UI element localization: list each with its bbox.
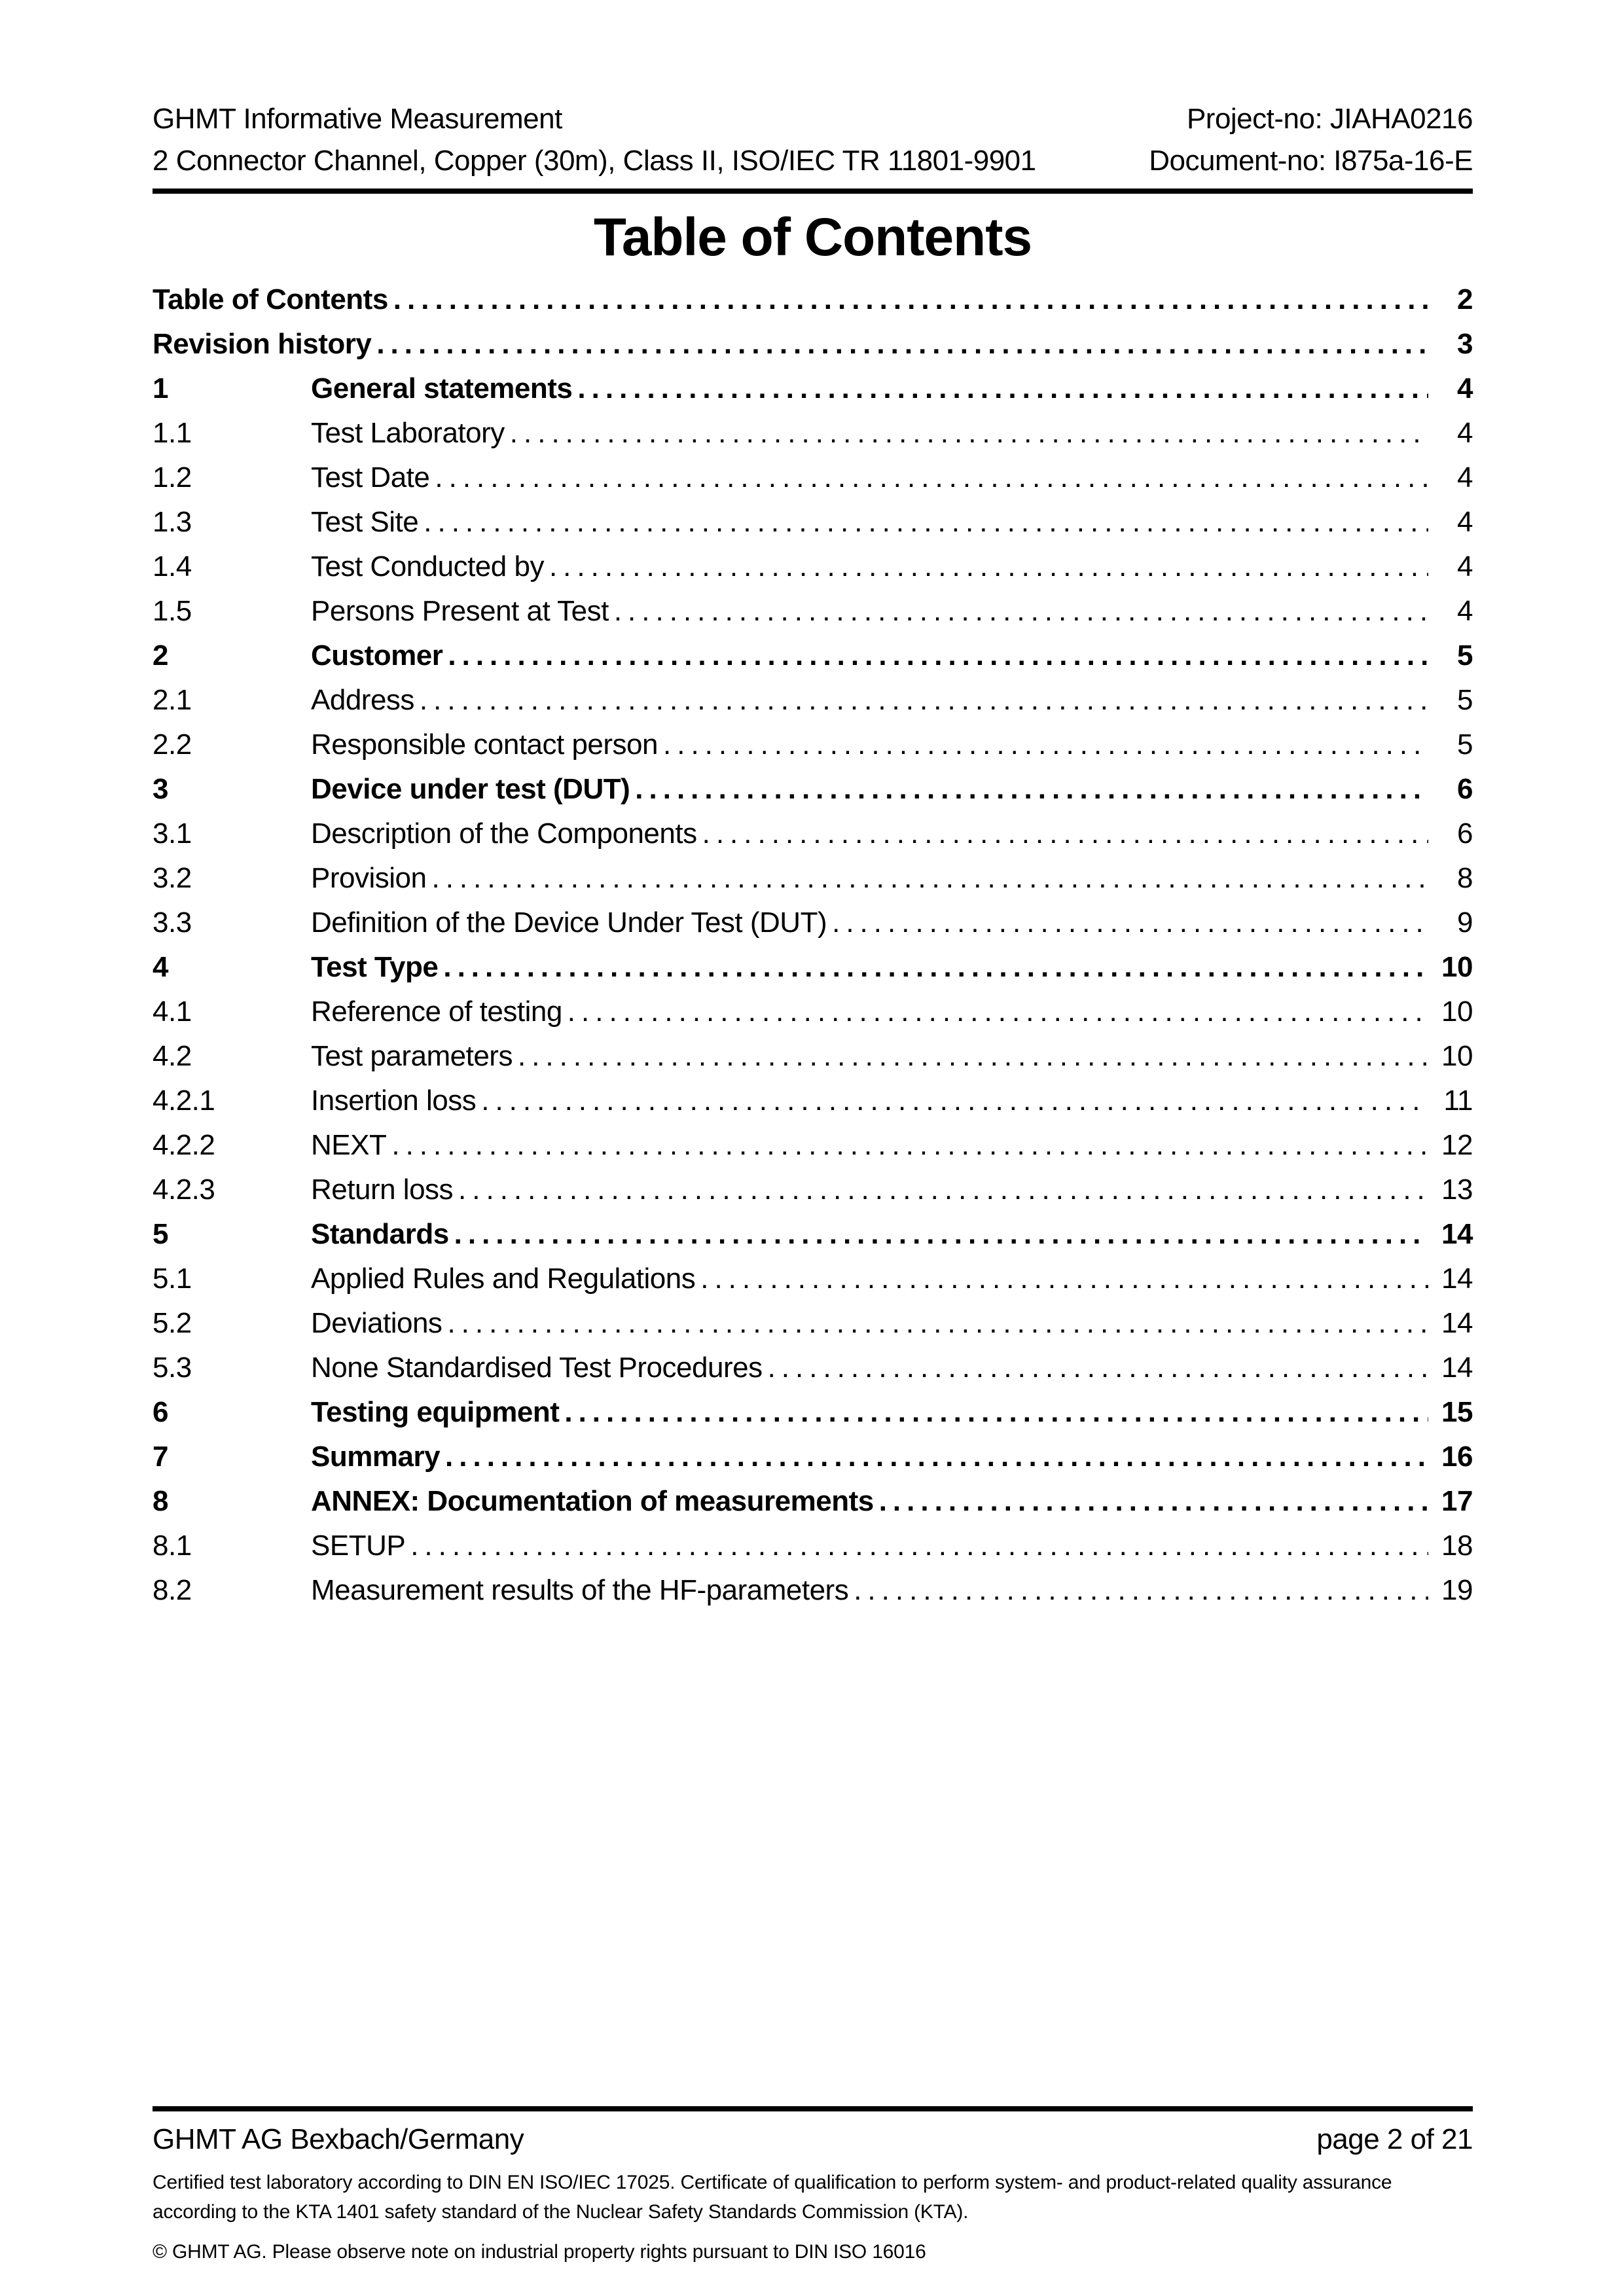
toc-entry-label: Table of Contents [153,283,388,315]
toc-entry [153,634,1473,678]
toc-leader-dots [832,901,1428,945]
toc-entry-page: 6 [1457,773,1473,805]
toc-entry-number: 4.2.1 [153,1085,215,1117]
toc-entry [153,856,1473,901]
toc-entry-label: Address [311,684,414,716]
toc-entry-number: 2.2 [153,728,192,761]
toc-entry [153,945,1473,990]
toc-entry-number: 1.3 [153,506,192,538]
toc-entry-label: Reference of testing [311,996,562,1028]
toc-entry [153,1346,1473,1390]
toc-leader-dots [454,1212,1428,1257]
toc-leader-dots [391,1123,1428,1168]
toc-entry-number: 5.3 [153,1352,192,1384]
toc-entry-label: Test Conducted by [311,550,544,583]
toc-leader-dots [518,1034,1428,1079]
toc-leader-dots [577,367,1428,411]
toc-entry [153,723,1473,767]
toc-entry-number: 4.1 [153,996,192,1028]
toc-entry [153,278,1473,322]
header-project-no: Project-no: JIAHA0216 [1186,103,1473,135]
toc-entry-label: Test Type [311,951,439,983]
toc-entry-number: 1.5 [153,595,192,627]
toc-entry-page: 4 [1457,506,1473,538]
toc-entry-label: Testing equipment [311,1396,560,1428]
toc-entry-label: Standards [311,1218,449,1250]
footer-company: GHMT AG Bexbach/Germany [153,2123,524,2155]
toc-leader-dots [510,411,1428,456]
toc-entry-number: 1.2 [153,461,192,493]
toc-entry-page: 3 [1457,328,1473,360]
toc-entry-label: Device under test (DUT) [311,773,630,805]
toc-leader-dots [448,634,1428,678]
toc-entry [153,545,1473,589]
toc-leader-dots [443,945,1428,990]
footer-copyright-note: © GHMT AG. Please observe note on industrial property rights pursuant to DIN ISO 16016 [153,2241,926,2263]
toc-leader-dots [458,1168,1428,1212]
toc-entry-number: 8.1 [153,1530,192,1562]
toc-entry-page: 11 [1443,1085,1473,1117]
toc-entry-number: 3.3 [153,906,192,939]
toc-leader-dots [424,500,1428,545]
toc-entry-label: Test Site [311,506,419,538]
toc-entry [153,1257,1473,1301]
toc-entry-number: 4.2.2 [153,1129,215,1161]
toc-entry-number: 1 [153,372,168,404]
toc-entry [153,1212,1473,1257]
toc-entry-number: 1.1 [153,417,192,449]
toc-entry-label: Summary [311,1441,441,1473]
toc-entry [153,812,1473,856]
toc-leader-dots [393,278,1428,322]
toc-entry-page: 5 [1457,684,1473,716]
footer-certification-note: Certified test laboratory according to DIN EN ISO/IEC 17025. Certificate of qualification to perform system- and product-related quality assurance according to the KTA 1401 safety standard of the Nuclear Safety Standards Commission (KTA). [153,2172,1392,2223]
toc-entry [153,1301,1473,1346]
toc-leader-dots [635,767,1428,812]
footer-rule [153,2106,1473,2111]
toc-entry-label: Responsible contact person [311,728,658,761]
toc-entry-page: 4 [1457,372,1473,404]
toc-leader-dots [549,545,1428,589]
header-report-type: GHMT Informative Measurement [153,103,562,135]
toc-leader-dots [447,1301,1428,1346]
toc-entry-page: 13 [1441,1174,1473,1206]
toc-entry-label: Revision history [153,328,372,360]
toc-entry-label: Definition of the Device Under Test (DUT) [311,906,827,939]
toc-entry-number: 6 [153,1396,168,1428]
toc-leader-dots [702,812,1428,856]
toc-entry [153,1079,1473,1123]
page-title: Table of Contents [593,207,1032,267]
table-of-contents [153,278,1473,1613]
toc-entry-number: 5.1 [153,1263,192,1295]
toc-entry-page: 5 [1457,639,1473,672]
toc-entry-label: NEXT [311,1129,387,1161]
toc-entry [153,990,1473,1034]
toc-entry-page: 10 [1441,1040,1473,1072]
toc-entry-number: 4 [153,951,168,983]
header-line-2 [153,140,1473,182]
toc-entry [153,411,1473,456]
header-rule [153,188,1473,194]
toc-entry-number: 3.1 [153,817,192,850]
toc-entry-page: 14 [1441,1218,1473,1250]
toc-entry-page: 4 [1457,461,1473,493]
toc-entry-number: 2 [153,639,168,672]
toc-leader-dots [768,1346,1428,1390]
page-footer [153,2106,1473,2267]
toc-leader-dots [420,678,1428,723]
toc-leader-dots [431,856,1428,901]
toc-entry-page: 5 [1457,728,1473,761]
toc-entry [153,1435,1473,1479]
toc-entry-page: 14 [1441,1263,1473,1295]
toc-entry-number: 7 [153,1441,168,1473]
toc-entry-page: 4 [1457,550,1473,583]
toc-entry [153,1034,1473,1079]
toc-entry-page: 9 [1457,906,1473,939]
page-content [153,98,1473,1613]
header-document-no: Document-no: I875a-16-E [1149,145,1473,177]
toc-entry-label: Customer [311,639,443,672]
toc-leader-dots [700,1257,1428,1301]
toc-leader-dots [445,1435,1428,1479]
toc-entry-page: 14 [1441,1307,1473,1339]
toc-entry-page: 19 [1441,1574,1473,1606]
toc-leader-dots [376,322,1428,367]
toc-entry-label: Measurement results of the HF-parameters [311,1574,849,1606]
toc-entry-label: Test Laboratory [311,417,505,449]
toc-entry-label: None Standardised Test Procedures [311,1352,763,1384]
toc-entry-label: Test Date [311,461,430,493]
header-line-1 [153,98,1473,140]
header-report-subject: 2 Connector Channel, Copper (30m), Class II, ISO/IEC TR 11801-9901 [153,145,1036,177]
toc-entry-label: Insertion loss [311,1085,477,1117]
toc-entry-number: 8.2 [153,1574,192,1606]
footer-line [153,2121,1473,2159]
toc-entry-number: 2.1 [153,684,192,716]
toc-entry-label: ANNEX: Documentation of measurements [311,1485,874,1517]
toc-entry [153,1390,1473,1435]
page-header [153,98,1473,194]
toc-entry-number: 5 [153,1218,168,1250]
toc-entry-page: 10 [1441,951,1473,983]
toc-entry-page: 16 [1441,1441,1473,1473]
toc-entry [153,500,1473,545]
toc-entry [153,1168,1473,1212]
toc-entry-label: Return loss [311,1174,454,1206]
toc-leader-dots [879,1479,1428,1524]
toc-entry [153,678,1473,723]
toc-entry-page: 17 [1441,1485,1473,1517]
toc-leader-dots [614,589,1428,634]
toc-entry-label: Description of the Components [311,817,697,850]
toc-entry-label: Applied Rules and Regulations [311,1263,696,1295]
toc-entry [153,322,1473,367]
toc-entry-page: 10 [1441,996,1473,1028]
toc-leader-dots [568,990,1428,1034]
toc-entry-number: 5.2 [153,1307,192,1339]
toc-entry [153,1123,1473,1168]
toc-leader-dots [435,456,1428,500]
toc-entry-number: 4.2.3 [153,1174,215,1206]
toc-entry-page: 15 [1441,1396,1473,1428]
toc-entry [153,1524,1473,1568]
toc-entry [153,901,1473,945]
toc-entry-page: 2 [1457,283,1473,315]
toc-entry [153,1479,1473,1524]
toc-leader-dots [410,1524,1428,1568]
toc-entry-page: 18 [1441,1530,1473,1562]
toc-entry-page: 6 [1457,817,1473,850]
toc-entry [153,589,1473,634]
toc-entry-page: 4 [1457,595,1473,627]
toc-entry-label: SETUP [311,1530,406,1562]
toc-entry-number: 1.4 [153,550,192,583]
toc-entry-number: 3 [153,773,168,805]
toc-entry [153,367,1473,411]
toc-entry-number: 4.2 [153,1040,192,1072]
toc-entry-label: Deviations [311,1307,442,1339]
toc-leader-dots [663,723,1428,767]
footer-page-number: page 2 of 21 [1316,2123,1473,2155]
toc-entry-label: General statements [311,372,573,404]
toc-leader-dots [564,1390,1428,1435]
toc-entry-page: 12 [1441,1129,1473,1161]
toc-entry-label: Test parameters [311,1040,513,1072]
toc-entry-page: 14 [1441,1352,1473,1384]
toc-leader-dots [481,1079,1428,1123]
toc-entry-page: 8 [1457,862,1473,894]
toc-leader-dots [854,1568,1428,1613]
toc-entry-page: 4 [1457,417,1473,449]
toc-entry [153,1568,1473,1613]
toc-entry [153,767,1473,812]
toc-entry-label: Provision [311,862,427,894]
toc-entry-label: Persons Present at Test [311,595,609,627]
toc-entry-number: 3.2 [153,862,192,894]
toc-entry-number: 8 [153,1485,168,1517]
toc-entry [153,456,1473,500]
